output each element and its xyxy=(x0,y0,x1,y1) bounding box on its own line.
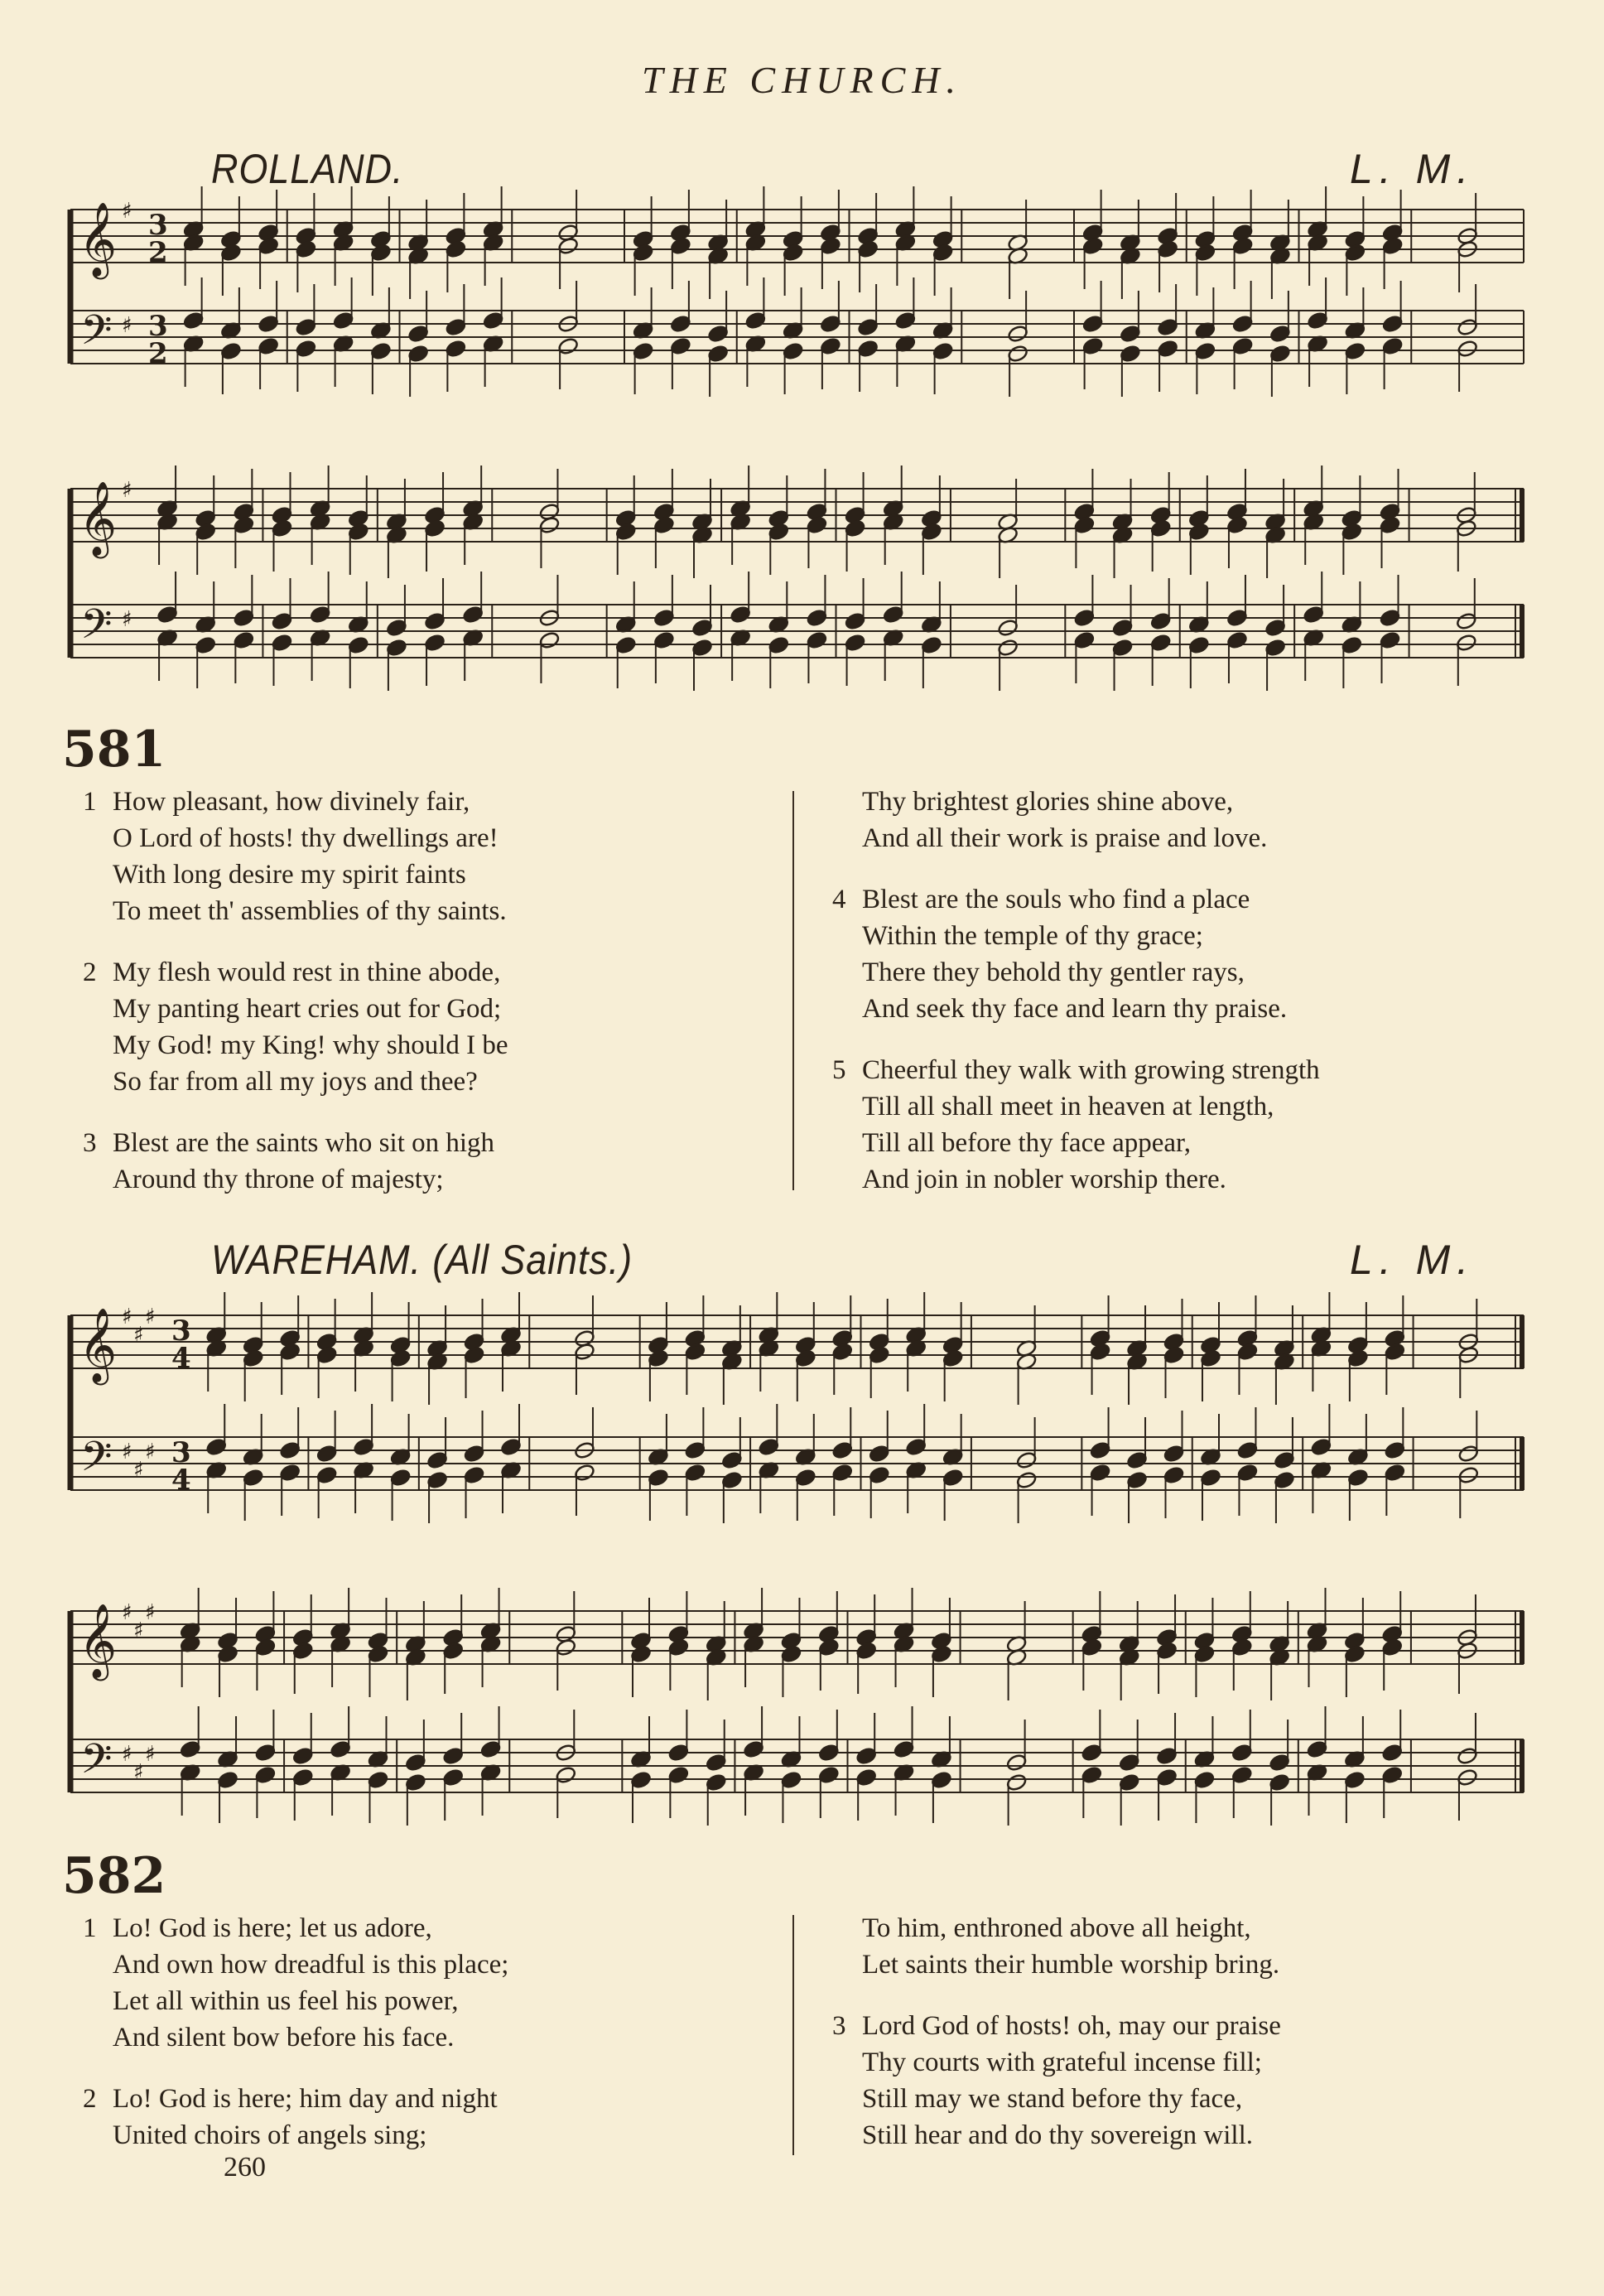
chord-note xyxy=(195,475,216,688)
svg-text:3: 3 xyxy=(148,209,168,242)
verse-line: And own how dreadful is this place; xyxy=(113,1950,509,1980)
page-number: 260 xyxy=(224,2152,266,2183)
svg-text:♯: ♯ xyxy=(122,478,132,503)
chord-note xyxy=(1200,1302,1221,1521)
chord-note xyxy=(1231,190,1253,389)
chord-note xyxy=(500,1292,522,1513)
chord-note xyxy=(442,1594,464,1821)
hymn-582-left-column xyxy=(83,1910,795,2154)
chord-note xyxy=(743,1588,764,1816)
chord-note xyxy=(818,1591,840,1818)
treble-clef-icon: 𝄞 xyxy=(79,202,118,277)
tune-meter-rolland: L. M. xyxy=(1350,146,1476,192)
chord-note xyxy=(332,186,354,387)
tune-name-wareham: WAREHAM. (All Saints.) xyxy=(211,1237,633,1283)
treble-clef-icon: 𝄞 xyxy=(79,481,118,556)
stanza xyxy=(832,2008,1544,2154)
chord-note xyxy=(1457,1594,1478,1821)
verse-line: Within the temple of thy grace; xyxy=(862,921,1203,951)
chord-note xyxy=(670,190,691,389)
stanza xyxy=(832,1910,1544,1983)
chord-note xyxy=(758,1292,779,1513)
chord-note xyxy=(1379,469,1400,683)
verse-line: Still hear and do thy sovereign will. xyxy=(862,2120,1254,2150)
chord-note xyxy=(424,472,446,686)
chord-note xyxy=(386,479,407,691)
chord-note xyxy=(180,1588,201,1816)
chord-note xyxy=(557,190,579,389)
chord-note xyxy=(1188,475,1210,688)
stanza xyxy=(83,784,795,929)
time-signature xyxy=(171,1314,191,1497)
verse-line: With long desire my spirit faints xyxy=(113,860,466,890)
chord-note xyxy=(1156,1594,1178,1821)
svg-text:♯: ♯ xyxy=(145,1742,156,1767)
chord-note xyxy=(844,472,865,686)
stanza xyxy=(83,1910,795,2056)
svg-text:♯: ♯ xyxy=(122,607,132,632)
verse-line: And join in nobler worship there. xyxy=(862,1165,1226,1194)
chord-note xyxy=(1193,1598,1215,1823)
chord-note xyxy=(271,472,292,686)
chord-note xyxy=(389,1302,411,1521)
verse-line: 2 Lo! God is here; him day and night xyxy=(83,2084,498,2114)
verse-line: 5 Cheerful they walk with growing strength xyxy=(832,1055,1320,1085)
stanza xyxy=(832,1052,1544,1198)
verse-line: And seek thy face and learn thy praise. xyxy=(862,994,1288,1024)
chord-note xyxy=(157,465,178,681)
verse-line: 1 Lo! God is here; let us adore, xyxy=(83,1913,432,1943)
chord-note xyxy=(258,190,279,389)
verse-line: And silent bow before his face. xyxy=(113,2023,455,2052)
chord-note xyxy=(1150,472,1172,686)
chord-note xyxy=(820,190,841,389)
chord-note xyxy=(243,1302,264,1521)
hymn-582-right-column xyxy=(832,1910,1544,2154)
verse-line: 1 How pleasant, how divinely fair, xyxy=(83,787,470,817)
verse-line: Let all within us feel his power, xyxy=(113,1986,459,2016)
chord-note xyxy=(367,1598,388,1823)
chord-note xyxy=(463,1299,484,1518)
chord-note xyxy=(462,465,484,681)
svg-text:♯: ♯ xyxy=(122,1600,132,1625)
stanza xyxy=(83,954,795,1100)
key-signature xyxy=(122,1600,156,1785)
chord-note xyxy=(632,196,653,394)
svg-text:2: 2 xyxy=(148,236,168,269)
chord-note xyxy=(1081,1591,1102,1818)
svg-text:♯: ♯ xyxy=(122,313,132,338)
svg-text:2: 2 xyxy=(148,337,168,370)
score-system-rolland-1 xyxy=(0,186,1604,402)
svg-text:♯: ♯ xyxy=(133,1323,144,1348)
chord-note xyxy=(1344,1598,1366,1823)
svg-text:♯: ♯ xyxy=(122,199,132,224)
chord-note xyxy=(905,1292,927,1513)
chord-note xyxy=(1381,1591,1403,1818)
hymn-number-582: 582 xyxy=(62,1847,166,1905)
verse-line: Let saints their humble worship bring. xyxy=(862,1950,1280,1980)
verse-line: My God! my King! why should I be xyxy=(113,1030,508,1060)
chord-note xyxy=(894,186,916,387)
chord-note xyxy=(1341,475,1362,688)
chord-note xyxy=(217,1598,238,1823)
verse-line: 3 Lord God of hosts! oh, may our praise xyxy=(832,2011,1281,2041)
chord-note xyxy=(1194,196,1216,394)
svg-text:3: 3 xyxy=(148,310,168,343)
chord-note xyxy=(667,1591,689,1818)
chord-note xyxy=(869,1299,890,1518)
treble-clef-icon: 𝄞 xyxy=(79,1308,118,1382)
chord-note xyxy=(893,1588,914,1816)
score-system-wareham-2 xyxy=(0,1578,1604,1843)
chord-note xyxy=(997,479,1019,691)
verse-line: 2 My flesh would rest in thine abode, xyxy=(83,957,501,987)
verse-line: O Lord of hosts! thy dwellings are! xyxy=(113,823,499,853)
verse-line: Thy brightest glories shine above, xyxy=(862,787,1234,817)
treble-clef-icon: 𝄞 xyxy=(79,1604,118,1678)
score-system-wareham-1 xyxy=(0,1284,1604,1565)
key-signature xyxy=(122,1305,156,1483)
svg-text:♯: ♯ xyxy=(122,1742,132,1767)
stanza xyxy=(832,784,1544,856)
chord-note xyxy=(182,186,204,387)
verse-line: Thy courts with grateful incense fill; xyxy=(862,2048,1262,2077)
svg-text:3: 3 xyxy=(171,1436,191,1469)
chord-note xyxy=(782,196,803,394)
chord-note xyxy=(1231,1591,1253,1818)
chord-note xyxy=(931,1598,952,1823)
tune-name-rolland: ROLLAND. xyxy=(211,146,404,192)
chord-note xyxy=(370,196,392,394)
chord-note xyxy=(316,1299,338,1518)
hymn-number-581: 581 xyxy=(62,721,166,779)
chord-note xyxy=(233,469,254,683)
verse-line: United choirs of angels sing; xyxy=(113,2120,427,2150)
chord-note xyxy=(1264,479,1286,691)
chord-note xyxy=(932,196,953,394)
bass-clef-icon: 𝄢 xyxy=(80,601,113,658)
chord-note xyxy=(615,475,637,688)
chord-note xyxy=(1307,186,1328,387)
chord-note xyxy=(1310,1292,1332,1513)
svg-text:♯: ♯ xyxy=(145,1440,156,1464)
chord-note xyxy=(1303,465,1324,681)
svg-text:♯: ♯ xyxy=(122,1440,132,1464)
stanza xyxy=(832,881,1544,1027)
chord-note xyxy=(1163,1299,1184,1518)
column-divider xyxy=(792,791,794,1190)
svg-text:♯: ♯ xyxy=(122,1305,132,1329)
chord-note xyxy=(555,1591,576,1818)
chord-note xyxy=(921,475,942,688)
chord-note xyxy=(795,1302,816,1521)
svg-text:♯: ♯ xyxy=(145,1600,156,1625)
chord-note xyxy=(482,186,503,387)
stanza xyxy=(83,1125,795,1198)
verse-line: Till all before thy face appear, xyxy=(862,1128,1191,1158)
chord-note xyxy=(479,1588,501,1816)
svg-text:♯: ♯ xyxy=(133,1458,144,1483)
bass-clef-icon: 𝄢 xyxy=(80,306,113,364)
chord-note xyxy=(1456,472,1477,686)
chord-note xyxy=(780,1598,802,1823)
chord-note xyxy=(1347,1302,1369,1521)
verse-line: To meet th' assemblies of thy saints. xyxy=(113,896,507,926)
chord-note xyxy=(330,1588,351,1816)
chord-note xyxy=(1306,1588,1327,1816)
svg-text:4: 4 xyxy=(171,1464,191,1497)
verse-line: My panting heart cries out for God; xyxy=(113,994,502,1024)
verse-line: Still may we stand before thy face, xyxy=(862,2084,1243,2114)
chord-note xyxy=(1269,200,1291,397)
svg-text:♯: ♯ xyxy=(133,1760,144,1785)
chord-note xyxy=(205,1292,227,1513)
stanza xyxy=(83,2081,795,2154)
chord-note xyxy=(883,465,904,681)
chord-note xyxy=(254,1591,276,1818)
tune-meter-wareham: L. M. xyxy=(1350,1237,1476,1283)
verse-line: Around thy throne of majesty; xyxy=(113,1165,444,1194)
chord-note xyxy=(348,475,369,688)
chord-note xyxy=(1344,196,1366,394)
svg-text:4: 4 xyxy=(171,1342,191,1375)
chord-note xyxy=(1381,190,1403,389)
chord-note xyxy=(653,469,675,683)
key-signature xyxy=(122,199,132,338)
chord-note xyxy=(538,469,560,683)
svg-text:3: 3 xyxy=(171,1314,191,1348)
chord-note xyxy=(1081,190,1103,389)
verse-line: So far from all my joys and thee? xyxy=(113,1067,478,1097)
chord-note xyxy=(353,1292,374,1513)
chord-note xyxy=(1007,200,1028,397)
column-divider xyxy=(792,1915,794,2155)
chord-note xyxy=(1226,469,1248,683)
verse-line: 3 Blest are the saints who sit on high xyxy=(83,1128,495,1158)
bass-clef-icon: 𝄢 xyxy=(80,1433,113,1491)
chord-note xyxy=(1073,469,1095,683)
chord-note xyxy=(309,465,330,681)
chord-note xyxy=(292,1594,314,1821)
chord-note xyxy=(1120,200,1141,397)
chord-note xyxy=(707,200,729,397)
chord-note xyxy=(407,200,429,397)
verse-line: And all their work is praise and love. xyxy=(862,823,1268,853)
chord-note xyxy=(1111,479,1133,691)
chord-note xyxy=(806,469,827,683)
verse-line: 4 Blest are the souls who find a place xyxy=(832,885,1250,914)
svg-text:♯: ♯ xyxy=(145,1305,156,1329)
svg-text:♯: ♯ xyxy=(133,1618,144,1643)
chord-note xyxy=(1457,1299,1479,1518)
verse-line: There they behold thy gentler rays, xyxy=(862,957,1245,987)
bass-clef-icon: 𝄢 xyxy=(80,1735,113,1793)
verse-line: Till all shall meet in heaven at length, xyxy=(862,1092,1274,1121)
chord-note xyxy=(942,1302,964,1521)
hymn-581-left-column xyxy=(83,784,795,1198)
chord-note xyxy=(691,479,713,691)
score-system-rolland-2 xyxy=(0,464,1604,712)
chord-note xyxy=(630,1598,652,1823)
chord-note xyxy=(855,1594,877,1821)
chord-note xyxy=(768,475,789,688)
chord-note xyxy=(744,186,766,387)
running-head: THE CHURCH. xyxy=(641,59,963,101)
chord-note xyxy=(220,196,242,394)
chord-note xyxy=(730,465,751,681)
key-signature xyxy=(122,478,132,632)
verse-line: To him, enthroned above all height, xyxy=(862,1913,1251,1943)
chord-note xyxy=(648,1302,669,1521)
time-signature xyxy=(148,209,168,370)
hymn-581-right-column xyxy=(832,784,1544,1198)
